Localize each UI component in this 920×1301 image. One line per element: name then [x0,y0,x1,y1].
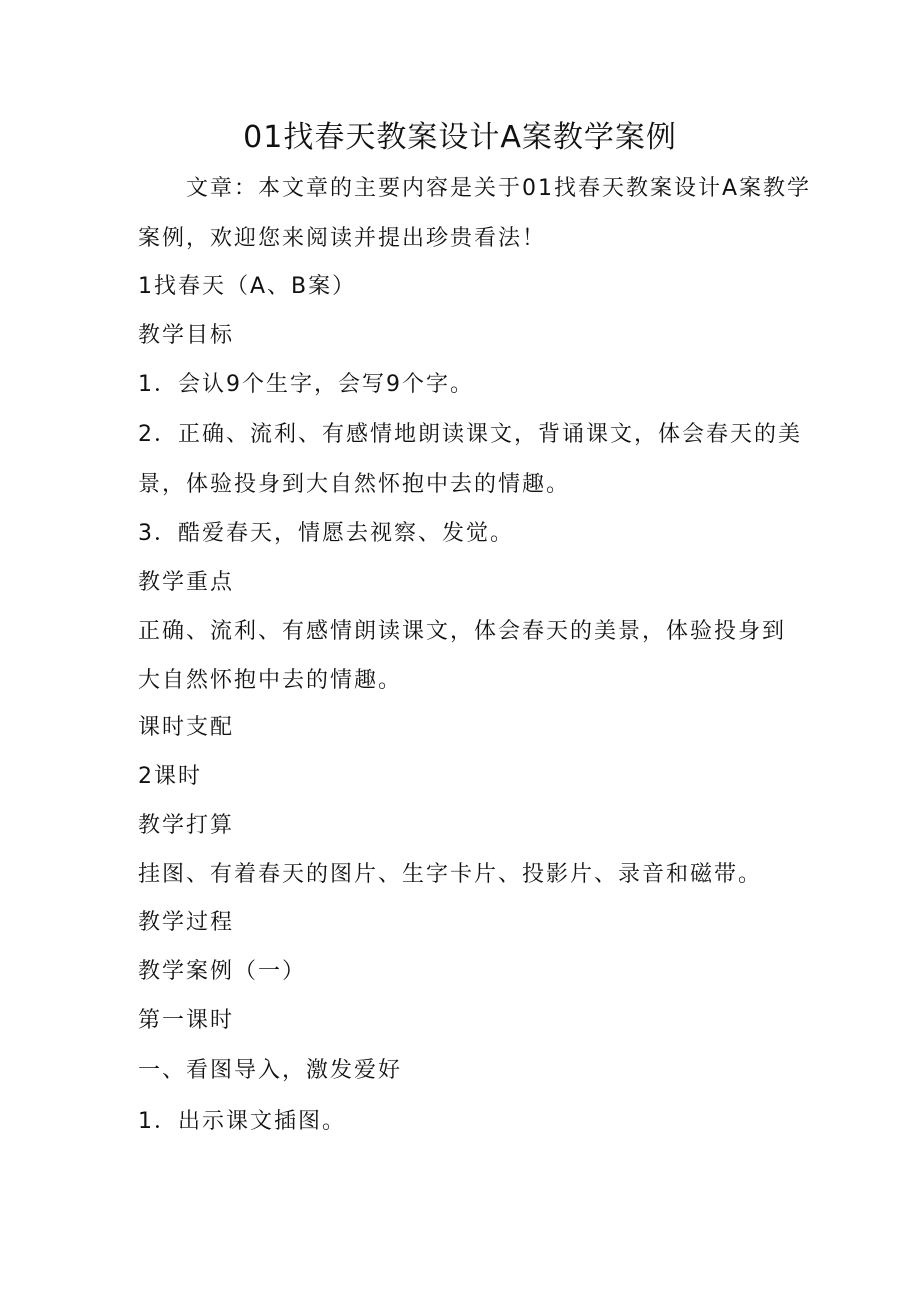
intro-line-1: 文章：本文章的主要内容是关于01找春天教案设计A案教学 [186,176,812,201]
heading-lesson: 1找春天（A、B案） [138,274,357,299]
key-points-line-2: 大自然怀抱中去的情趣。 [138,668,403,693]
teaching-preparation-content: 挂图、有着春天的图片、生字卡片、投影片、录音和磁带。 [138,862,763,887]
key-points-line-1: 正确、流利、有感情朗读课文，体会春天的美景，体验投身到 [138,619,787,644]
heading-teaching-case-1: 教学案例（一） [138,959,307,984]
heading-class-hours: 课时支配 [138,715,235,740]
class-hours-value: 2课时 [138,764,202,789]
section-introduction: 一、看图导入，激发爱好 [138,1058,403,1083]
heading-teaching-process: 教学过程 [138,910,235,935]
objective-2-line-2: 景，体验投身到大自然怀抱中去的情趣。 [138,472,571,497]
objective-2-line-1: 2．正确、流利、有感情地朗读课文，背诵课文，体会春天的美 [138,422,802,447]
objective-3: 3．酷爱春天，情愿去视察、发觉。 [138,521,514,546]
heading-first-class: 第一课时 [138,1008,235,1033]
document-title: 01找春天教案设计A案教学案例 [243,120,677,155]
objective-1: 1．会认9个生字，会写9个字。 [138,372,474,397]
intro-line-2: 案例，欢迎您来阅读并提出珍贵看法！ [138,226,547,251]
heading-objectives: 教学目标 [138,323,235,348]
step-show-illustration: 1．出示课文插图。 [138,1109,346,1134]
heading-teaching-preparation: 教学打算 [138,813,235,838]
heading-key-points: 教学重点 [138,570,235,595]
